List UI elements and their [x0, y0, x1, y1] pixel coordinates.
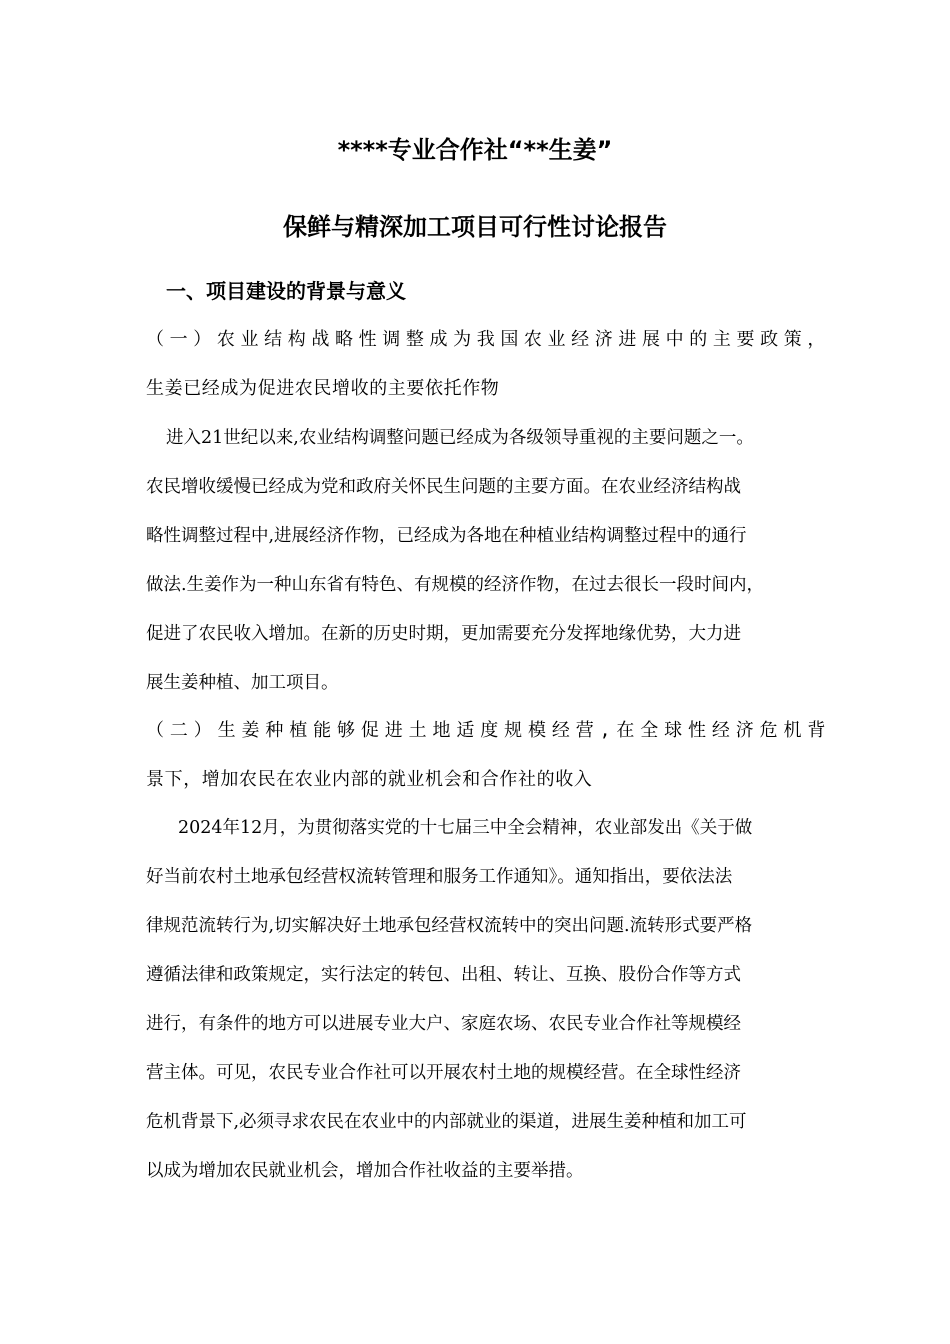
- paragraph-2-line: 好当前农村土地承包经营权流转管理和服务工作通知》。通知指出，要依法法: [146, 867, 733, 887]
- subsection-1-line: （一）农业结构战略性调整成为我国农业经济进展中的主要政策，: [146, 329, 826, 350]
- paragraph-2-line: 危机背景下,必须寻求农民在农业中的内部就业的渠道，进展生姜种植和加工可: [146, 1112, 747, 1132]
- paragraph-1-line: 略性调整过程中,进展经济作物，已经成为各地在种植业结构调整过程中的通行: [146, 526, 747, 546]
- document-title-line-1: ****专业合作社“**生姜”: [337, 136, 613, 164]
- paragraph-2-line: 律规范流转行为,切实解决好土地承包经营权流转中的突出问题.流转形式要严格: [146, 916, 753, 936]
- paragraph-2-line: 以成为增加农民就业机会，增加合作社收益的主要举措。: [146, 1161, 584, 1181]
- section-1-heading: 一、项目建设的背景与意义: [166, 279, 406, 303]
- paragraph-2-line: 营主体。可见，农民专业合作社可以开展农村土地的规模经营。在全球性经济: [146, 1063, 741, 1083]
- paragraph-1-line: 促进了农民收入增加。在新的历史时期，更加需要充分发挥地缘优势，大力进: [146, 624, 741, 644]
- paragraph-1-line: 做法.生姜作为一种山东省有特色、有规模的经济作物，在过去很长一段时间内，: [146, 575, 765, 595]
- paragraph-2-line: 进行，有条件的地方可以进展专业大户、家庭农场、农民专业合作社等规模经: [146, 1014, 741, 1034]
- paragraph-2-line: 2024年12月，为贯彻落实党的十七届三中全会精神，农业部发出《关于做: [178, 818, 753, 838]
- subsection-2-line: （二）生姜种植能够促进土地适度规模经营,在全球性经济危机背: [146, 720, 826, 741]
- paragraph-1-line: 进入21世纪以来,农业结构调整问题已经成为各级领导重视的主要问题之一。: [166, 428, 754, 448]
- paragraph-1-line: 农民增收缓慢已经成为党和政府关怀民生问题的主要方面。在农业经济结构战: [146, 477, 741, 497]
- paragraph-2-line: 遵循法律和政策规定，实行法定的转包、出租、转让、互换、股份合作等方式: [146, 965, 741, 985]
- subsection-1-line: 生姜已经成为促进农民增收的主要依托作物: [146, 378, 500, 399]
- paragraph-1-line: 展生姜种植、加工项目。: [146, 673, 339, 693]
- subsection-2-line: 景下，增加农民在农业内部的就业机会和合作社的收入: [146, 769, 593, 790]
- document-title-line-2: 保鲜与精深加工项目可行性讨论报告: [283, 213, 667, 241]
